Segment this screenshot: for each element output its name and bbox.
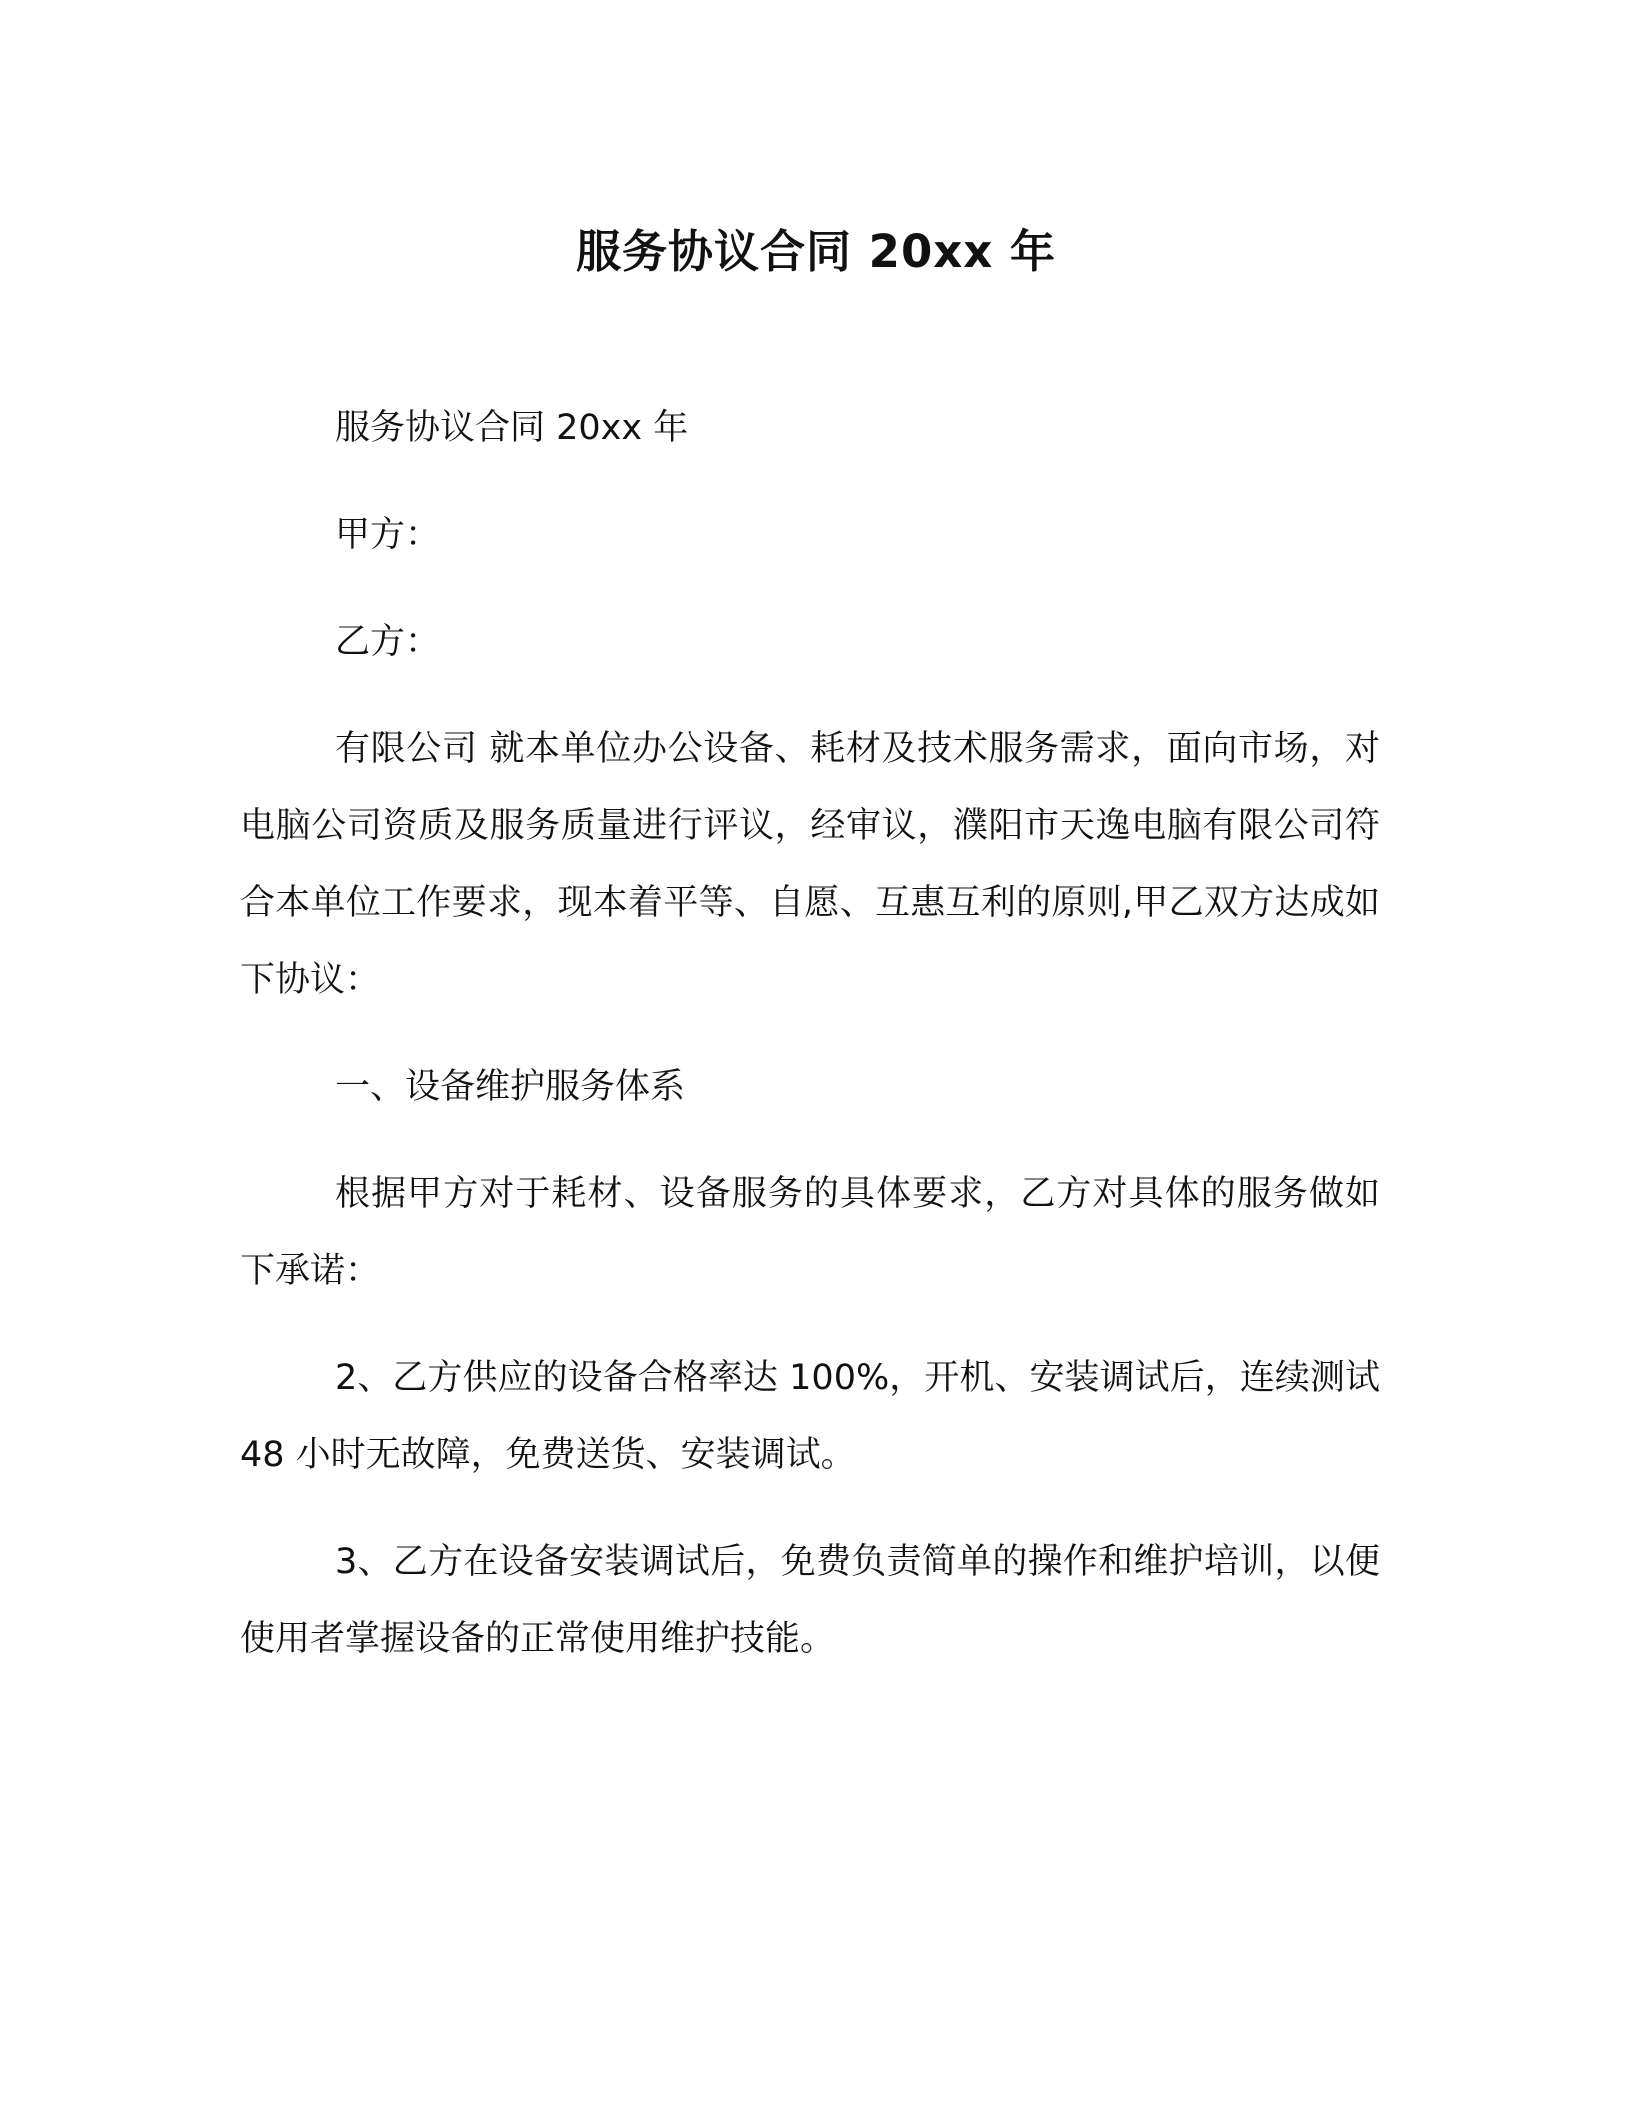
paragraph-party-b: 乙方：	[335, 622, 441, 662]
paragraph-party-a: 甲方：	[335, 515, 441, 555]
paragraph-subtitle: 服务协议合同 20xx 年	[335, 408, 689, 448]
clause-2: 2、乙方供应的设备合格率达 100%，开机、安装调试后，连续测试 48 小时无故障，免费送货、安装调试。	[240, 1358, 1380, 1475]
document-title: 服务协议合同 20xx 年	[575, 225, 1056, 278]
paragraph-preamble: 有限公司 就本单位办公设备、耗材及技术服务需求，面向市场，对电脑公司资质及服务质量进行评议，经审议，濮阳市天逸电脑有限公司符合本单位工作要求，现本着平等、自愿、互惠互利的原则,甲乙双方达成如下协议：	[240, 729, 1380, 1000]
clause-3: 3、乙方在设备安装调试后，免费负责简单的操作和维护培训，以便使用者掌握设备的正常使用维护技能。	[240, 1542, 1380, 1659]
paragraph-commitment-intro: 根据甲方对于耗材、设备服务的具体要求，乙方对具体的服务做如下承诺：	[240, 1174, 1380, 1291]
document-body	[240, 390, 1380, 1678]
section-heading-1: 一、设备维护服务体系	[335, 1067, 686, 1107]
